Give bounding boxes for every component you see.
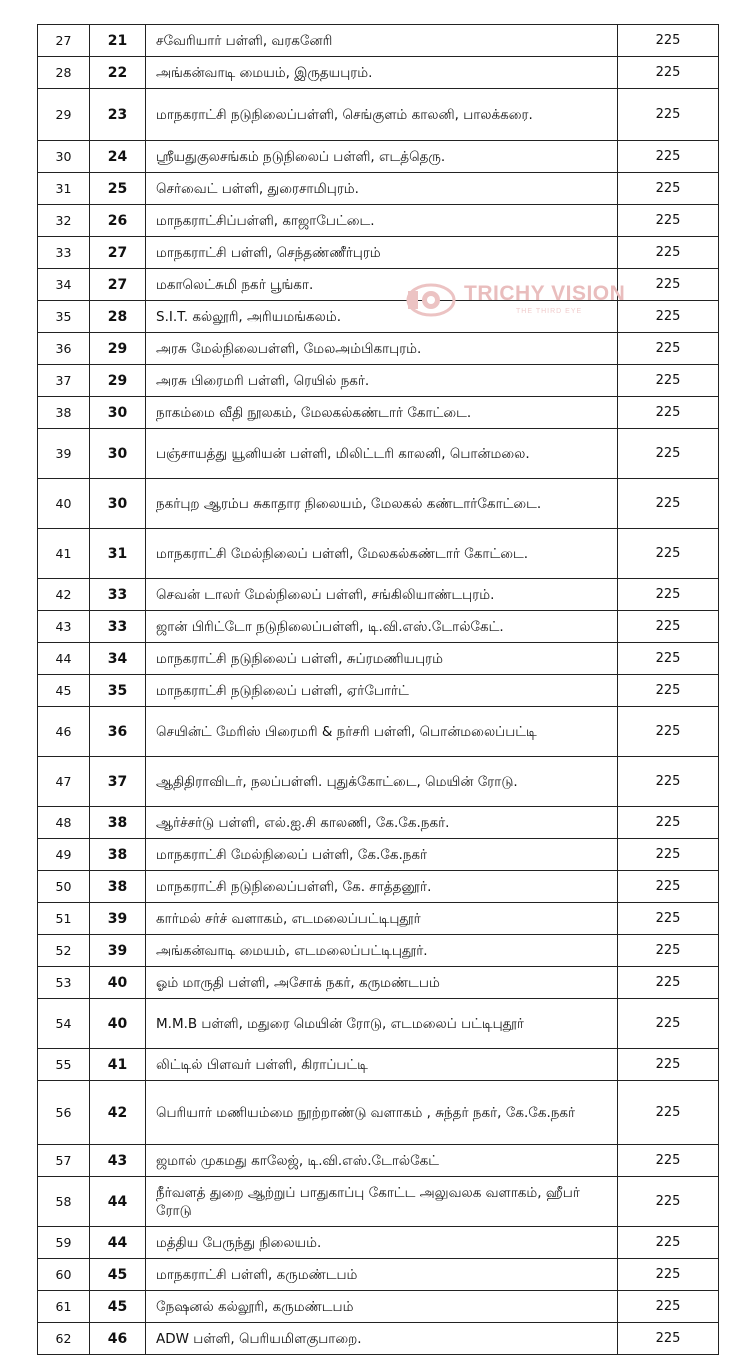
ward-number-cell: 21: [90, 25, 146, 57]
ward-number-cell: 31: [90, 529, 146, 579]
table-row: [38, 1177, 719, 1227]
ward-number-cell: 29: [90, 365, 146, 397]
polling-place-cell: அரசு பிரைமரி பள்ளி, ரெயில் நகர்.: [146, 365, 618, 397]
polling-place-cell: மாநகராட்சி பள்ளி, செந்தண்ணீர்புரம்: [146, 237, 618, 269]
ward-number-cell: 41: [90, 1049, 146, 1081]
polling-place-cell: செயின்ட் மேரிஸ் பிரைமரி & நர்சரி பள்ளி, பொன்மலைப்பட்டி: [146, 707, 618, 757]
polling-place-cell: ஆதிதிராவிடர், நலப்பள்ளி. புதுக்கோட்டை, மெயின் ரோடு.: [146, 757, 618, 807]
ward-number-cell: 40: [90, 967, 146, 999]
table-row: [38, 1081, 719, 1145]
polling-place-cell: அங்கன்வாடி மையம், எடமலைப்பட்டிபுதூர்.: [146, 935, 618, 967]
count-cell: 225: [618, 479, 719, 529]
count-cell: 225: [618, 269, 719, 301]
ward-number-cell: 37: [90, 757, 146, 807]
polling-place-cell: மாநகராட்சி மேல்நிலைப் பள்ளி, மேலகல்கண்டார் கோட்டை.: [146, 529, 618, 579]
count-cell: 225: [618, 1291, 719, 1323]
polling-place-cell: மாநகராட்சி நடுநிலைப் பள்ளி, சுப்ரமணியபுரம்: [146, 643, 618, 675]
table-row: [38, 333, 719, 365]
ward-number-cell: 30: [90, 397, 146, 429]
serial-number-cell: 37: [38, 365, 90, 397]
count-cell: 225: [618, 1227, 719, 1259]
ward-number-cell: 45: [90, 1291, 146, 1323]
table-row: [38, 1291, 719, 1323]
count-cell: 225: [618, 57, 719, 89]
count-cell: 225: [618, 365, 719, 397]
count-cell: 225: [618, 529, 719, 579]
polling-place-cell: சவேரியார் பள்ளி, வரகனேரி: [146, 25, 618, 57]
count-cell: 225: [618, 89, 719, 141]
serial-number-cell: 51: [38, 903, 90, 935]
polling-place-cell: S.I.T. கல்லூரி, அரியமங்கலம்.: [146, 301, 618, 333]
table-row: [38, 1227, 719, 1259]
polling-place-cell: அங்கன்வாடி மையம், இருதயபுரம்.: [146, 57, 618, 89]
serial-number-cell: 43: [38, 611, 90, 643]
ward-number-cell: 36: [90, 707, 146, 757]
ward-number-cell: 38: [90, 807, 146, 839]
ward-number-cell: 23: [90, 89, 146, 141]
eye-logo-icon: [406, 281, 456, 319]
serial-number-cell: 61: [38, 1291, 90, 1323]
polling-place-cell: மாநகராட்சிப்பள்ளி, காஜாபேட்டை.: [146, 205, 618, 237]
table-row: [38, 999, 719, 1049]
ward-number-cell: 33: [90, 579, 146, 611]
serial-number-cell: 54: [38, 999, 90, 1049]
table-body: [38, 25, 719, 1355]
table-row: [38, 479, 719, 529]
ward-number-cell: 35: [90, 675, 146, 707]
serial-number-cell: 33: [38, 237, 90, 269]
ward-number-cell: 34: [90, 643, 146, 675]
count-cell: 225: [618, 1081, 719, 1145]
serial-number-cell: 50: [38, 871, 90, 903]
ward-number-cell: 38: [90, 871, 146, 903]
ward-number-cell: 26: [90, 205, 146, 237]
table-row: [38, 365, 719, 397]
polling-place-cell: மாநகராட்சி மேல்நிலைப் பள்ளி, கே.கே.நகர்: [146, 839, 618, 871]
serial-number-cell: 35: [38, 301, 90, 333]
table-row: [38, 1259, 719, 1291]
table-row: [38, 839, 719, 871]
ward-number-cell: 44: [90, 1227, 146, 1259]
serial-number-cell: 49: [38, 839, 90, 871]
polling-place-cell: ஜமால் முகமது காலேஜ், டி.வி.எஸ்.டோல்கேட்: [146, 1145, 618, 1177]
polling-stations-table: [37, 24, 719, 1355]
serial-number-cell: 53: [38, 967, 90, 999]
serial-number-cell: 52: [38, 935, 90, 967]
polling-place-cell: மாநகராட்சி நடுநிலைப் பள்ளி, ஏர்போர்ட்: [146, 675, 618, 707]
count-cell: 225: [618, 237, 719, 269]
polling-place-cell: ஸ்ரீயதுகுலசங்கம் நடுநிலைப் பள்ளி, எடத்தெரு.: [146, 141, 618, 173]
serial-number-cell: 31: [38, 173, 90, 205]
ward-number-cell: 29: [90, 333, 146, 365]
serial-number-cell: 46: [38, 707, 90, 757]
count-cell: 225: [618, 397, 719, 429]
count-cell: 225: [618, 141, 719, 173]
table-row: [38, 871, 719, 903]
table-row: [38, 579, 719, 611]
table-row: [38, 1323, 719, 1355]
count-cell: 225: [618, 1145, 719, 1177]
ward-number-cell: 27: [90, 269, 146, 301]
polling-place-cell: ஜான் பிரிட்டோ நடுநிலைப்பள்ளி, டி.வி.எஸ்.டோல்கேட்.: [146, 611, 618, 643]
serial-number-cell: 58: [38, 1177, 90, 1227]
table-row: [38, 967, 719, 999]
table-row: [38, 529, 719, 579]
polling-place-cell: செவன் டாலர் மேல்நிலைப் பள்ளி, சங்கிலியாண்டபுரம்.: [146, 579, 618, 611]
polling-place-cell: மாநகராட்சி நடுநிலைப்பள்ளி, செங்குளம் காலனி, பாலக்கரை.: [146, 89, 618, 141]
ward-number-cell: 28: [90, 301, 146, 333]
count-cell: 225: [618, 429, 719, 479]
serial-number-cell: 40: [38, 479, 90, 529]
polling-place-cell: பஞ்சாயத்து யூனியன் பள்ளி, மிலிட்டரி காலனி, பொன்மலை.: [146, 429, 618, 479]
polling-place-cell: மகாலெட்சுமி நகர் பூங்கா.: [146, 269, 618, 301]
count-cell: 225: [618, 611, 719, 643]
serial-number-cell: 44: [38, 643, 90, 675]
watermark-tagline: THE THIRD EYE: [516, 308, 583, 315]
count-cell: 225: [618, 643, 719, 675]
table-row: [38, 57, 719, 89]
count-cell: 225: [618, 1259, 719, 1291]
count-cell: 225: [618, 757, 719, 807]
polling-place-cell: நேஷனல் கல்லூரி, கருமண்டபம்: [146, 1291, 618, 1323]
count-cell: 225: [618, 1323, 719, 1355]
count-cell: 225: [618, 807, 719, 839]
count-cell: 225: [618, 935, 719, 967]
serial-number-cell: 32: [38, 205, 90, 237]
serial-number-cell: 28: [38, 57, 90, 89]
serial-number-cell: 41: [38, 529, 90, 579]
serial-number-cell: 60: [38, 1259, 90, 1291]
count-cell: 225: [618, 301, 719, 333]
table-row: [38, 675, 719, 707]
polling-place-cell: மாநகராட்சி பள்ளி, கருமண்டபம்: [146, 1259, 618, 1291]
polling-place-cell: நாகம்மை வீதி நூலகம், மேலகல்கண்டார் கோட்டை.: [146, 397, 618, 429]
ward-number-cell: 44: [90, 1177, 146, 1227]
ward-number-cell: 33: [90, 611, 146, 643]
ward-number-cell: 24: [90, 141, 146, 173]
polling-place-cell: லிட்டில் பிளவர் பள்ளி, கிராப்பட்டி: [146, 1049, 618, 1081]
polling-place-cell: பெரியார் மணியம்மை நூற்றாண்டு வளாகம் , சுந்தர் நகர், கே.கே.நகர்: [146, 1081, 618, 1145]
polling-place-cell: மத்திய பேருந்து நிலையம்.: [146, 1227, 618, 1259]
table-row: [38, 807, 719, 839]
serial-number-cell: 57: [38, 1145, 90, 1177]
table-row: [38, 643, 719, 675]
serial-number-cell: 29: [38, 89, 90, 141]
ward-number-cell: 39: [90, 903, 146, 935]
watermark: [406, 281, 636, 319]
serial-number-cell: 34: [38, 269, 90, 301]
serial-number-cell: 38: [38, 397, 90, 429]
count-cell: 225: [618, 675, 719, 707]
ward-number-cell: 46: [90, 1323, 146, 1355]
serial-number-cell: 62: [38, 1323, 90, 1355]
table-row: [38, 173, 719, 205]
ward-number-cell: 25: [90, 173, 146, 205]
serial-number-cell: 59: [38, 1227, 90, 1259]
count-cell: 225: [618, 205, 719, 237]
polling-place-cell: நகர்புற ஆரம்ப சுகாதார நிலையம், மேலகல் கண்டார்கோட்டை.: [146, 479, 618, 529]
table-row: [38, 611, 719, 643]
table-row: [38, 707, 719, 757]
ward-number-cell: 40: [90, 999, 146, 1049]
polling-place-cell: ஆர்ச்சர்டு பள்ளி, எல்.ஐ.சி காலணி, கே.கே.நகர்.: [146, 807, 618, 839]
serial-number-cell: 42: [38, 579, 90, 611]
ward-number-cell: 45: [90, 1259, 146, 1291]
polling-place-cell: அரசு மேல்நிலைபள்ளி, மேலஅம்பிகாபுரம்.: [146, 333, 618, 365]
table-row: [38, 25, 719, 57]
ward-number-cell: 22: [90, 57, 146, 89]
table-row: [38, 903, 719, 935]
count-cell: 225: [618, 579, 719, 611]
table-row: [38, 757, 719, 807]
count-cell: 225: [618, 839, 719, 871]
watermark-text: TRICHY VISION: [464, 282, 626, 305]
polling-place-cell: கார்மல் சர்ச் வளாகம், எடமலைப்பட்டிபுதூர்: [146, 903, 618, 935]
count-cell: 225: [618, 707, 719, 757]
table-row: [38, 1145, 719, 1177]
ward-number-cell: 39: [90, 935, 146, 967]
polling-place-cell: M.M.B பள்ளி, மதுரை மெயின் ரோடு, எடமலைப் பட்டிபுதூர்: [146, 999, 618, 1049]
count-cell: 225: [618, 999, 719, 1049]
polling-place-cell: ஓம் மாருதி பள்ளி, அசோக் நகர், கருமண்டபம்: [146, 967, 618, 999]
serial-number-cell: 47: [38, 757, 90, 807]
count-cell: 225: [618, 333, 719, 365]
serial-number-cell: 27: [38, 25, 90, 57]
count-cell: 225: [618, 1049, 719, 1081]
serial-number-cell: 45: [38, 675, 90, 707]
table-row: [38, 89, 719, 141]
count-cell: 225: [618, 1177, 719, 1227]
serial-number-cell: 30: [38, 141, 90, 173]
ward-number-cell: 30: [90, 479, 146, 529]
count-cell: 225: [618, 173, 719, 205]
ward-number-cell: 43: [90, 1145, 146, 1177]
ward-number-cell: 30: [90, 429, 146, 479]
table-row: [38, 397, 719, 429]
count-cell: 225: [618, 903, 719, 935]
polling-place-cell: செர்வைட் பள்ளி, துரைசாமிபுரம்.: [146, 173, 618, 205]
table-row: [38, 1049, 719, 1081]
table-row: [38, 205, 719, 237]
serial-number-cell: 36: [38, 333, 90, 365]
serial-number-cell: 55: [38, 1049, 90, 1081]
polling-place-cell: நீர்வளத் துறை ஆற்றுப் பாதுகாப்பு கோட்ட அலுவலக வளாகம், ஹீபர் ரோடு: [146, 1177, 618, 1227]
count-cell: 225: [618, 967, 719, 999]
ward-number-cell: 27: [90, 237, 146, 269]
table-row: [38, 429, 719, 479]
ward-number-cell: 42: [90, 1081, 146, 1145]
serial-number-cell: 39: [38, 429, 90, 479]
serial-number-cell: 56: [38, 1081, 90, 1145]
count-cell: 225: [618, 25, 719, 57]
polling-place-cell: மாநகராட்சி நடுநிலைப்பள்ளி, கே. சாத்தனூர்.: [146, 871, 618, 903]
serial-number-cell: 48: [38, 807, 90, 839]
polling-place-cell: ADW பள்ளி, பெரியமிளகுபாறை.: [146, 1323, 618, 1355]
table-row: [38, 141, 719, 173]
table-row: [38, 935, 719, 967]
ward-number-cell: 38: [90, 839, 146, 871]
count-cell: 225: [618, 871, 719, 903]
table-row: [38, 237, 719, 269]
